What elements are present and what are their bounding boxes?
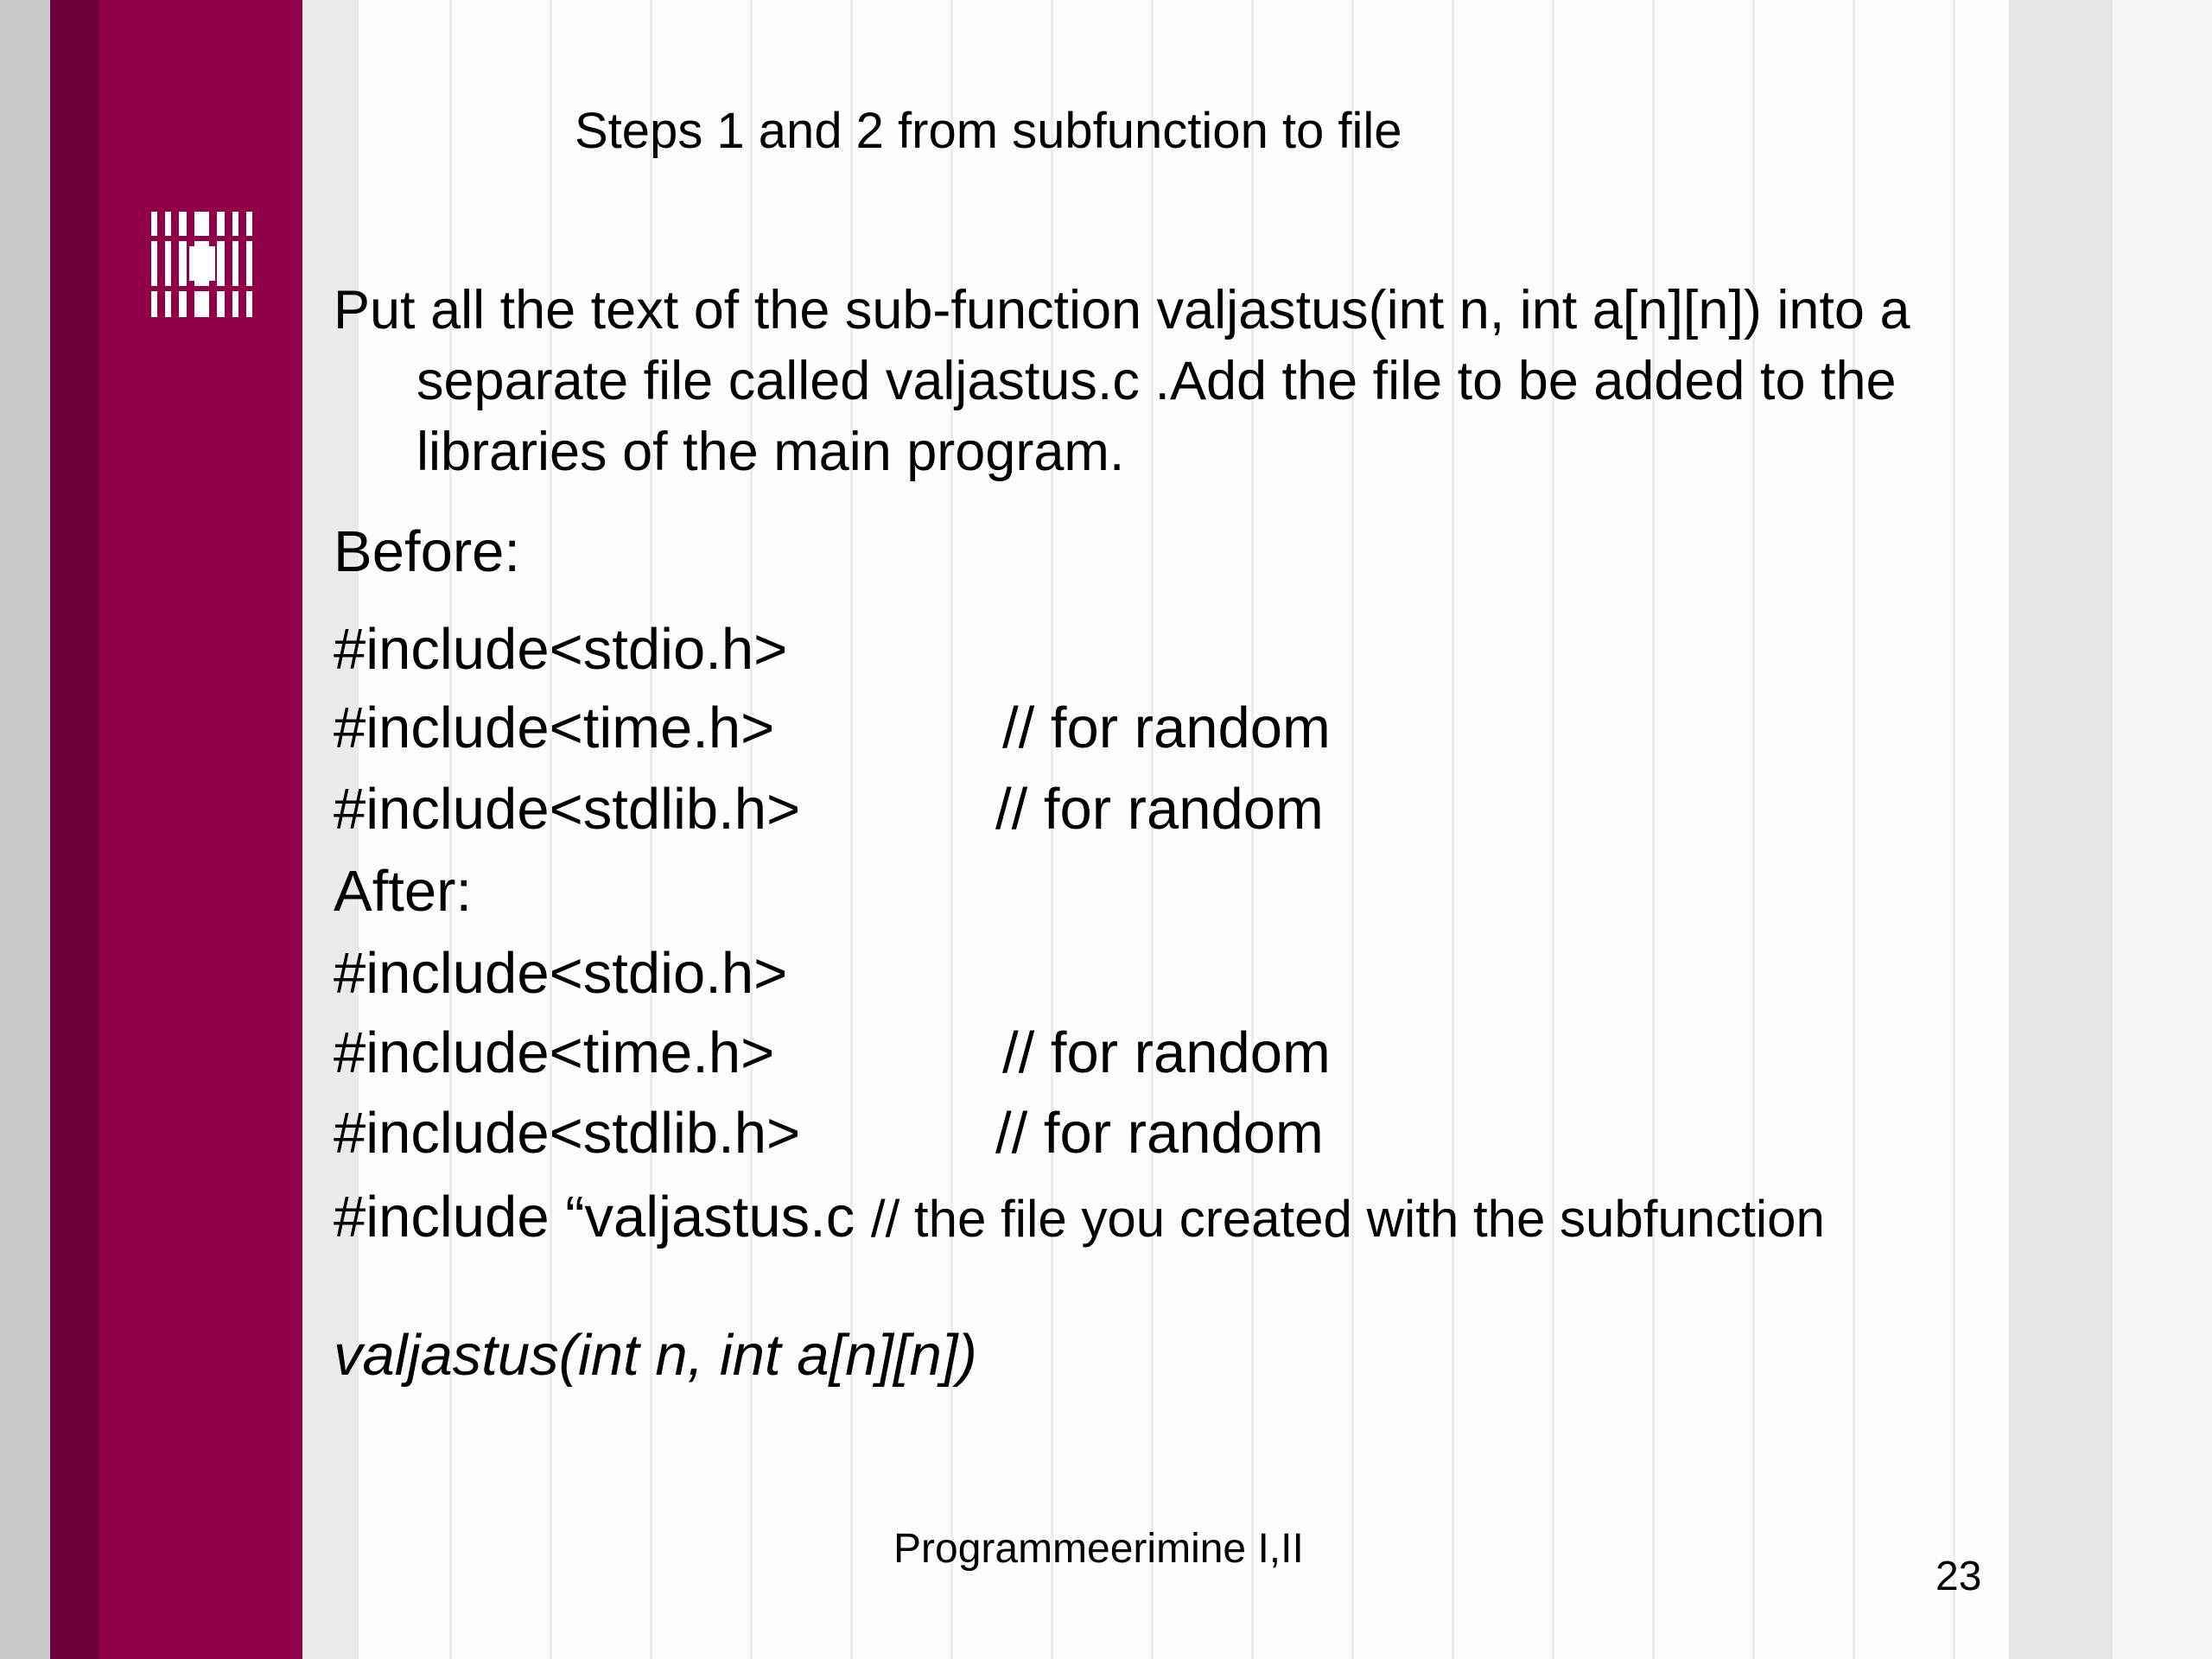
left-dark-band xyxy=(50,0,99,1659)
before-label: Before: xyxy=(334,519,521,584)
left-grey-band xyxy=(0,0,50,1659)
include-valjastus-comment: // the file you created with the subfunction xyxy=(870,1190,1825,1248)
before-include-stdio: #include<stdio.h> xyxy=(334,617,788,682)
after-time-comment: // for random xyxy=(1002,1020,1331,1085)
before-include-stdlib: #include<stdlib.h> xyxy=(334,777,801,842)
before-stdlib-comment: // for random xyxy=(995,777,1324,842)
function-signature: valjastus(int n, int a[n][n]) xyxy=(334,1323,977,1388)
after-label: After: xyxy=(334,859,473,924)
slide-title: Steps 1 and 2 from subfunction to file xyxy=(575,103,1402,159)
after-include-time: #include<time.h> xyxy=(334,1020,775,1085)
after-include-stdio: #include<stdio.h> xyxy=(334,941,788,1006)
after-stdlib-comment: // for random xyxy=(995,1101,1324,1166)
include-valjastus-code: #include “valjastus.c xyxy=(334,1185,855,1249)
footer-text: Programmeerimine I,II xyxy=(893,1526,1304,1572)
right-band-outer xyxy=(2009,0,2113,1659)
after-include-stdlib: #include<stdlib.h> xyxy=(334,1101,801,1166)
include-valjastus-line xyxy=(334,1184,1825,1250)
before-include-time: #include<time.h> xyxy=(334,696,775,760)
grid-logo-icon xyxy=(151,212,253,317)
page-number: 23 xyxy=(1936,1554,1982,1599)
instruction-paragraph: Put all the text of the sub-function valjastus(int n, int a[n][n]) into a separate file called valjastus.c .Add the file to be added to the libraries of the main program. xyxy=(334,280,1910,482)
before-time-comment: // for random xyxy=(1002,696,1331,760)
right-band-edge xyxy=(2113,0,2212,1659)
